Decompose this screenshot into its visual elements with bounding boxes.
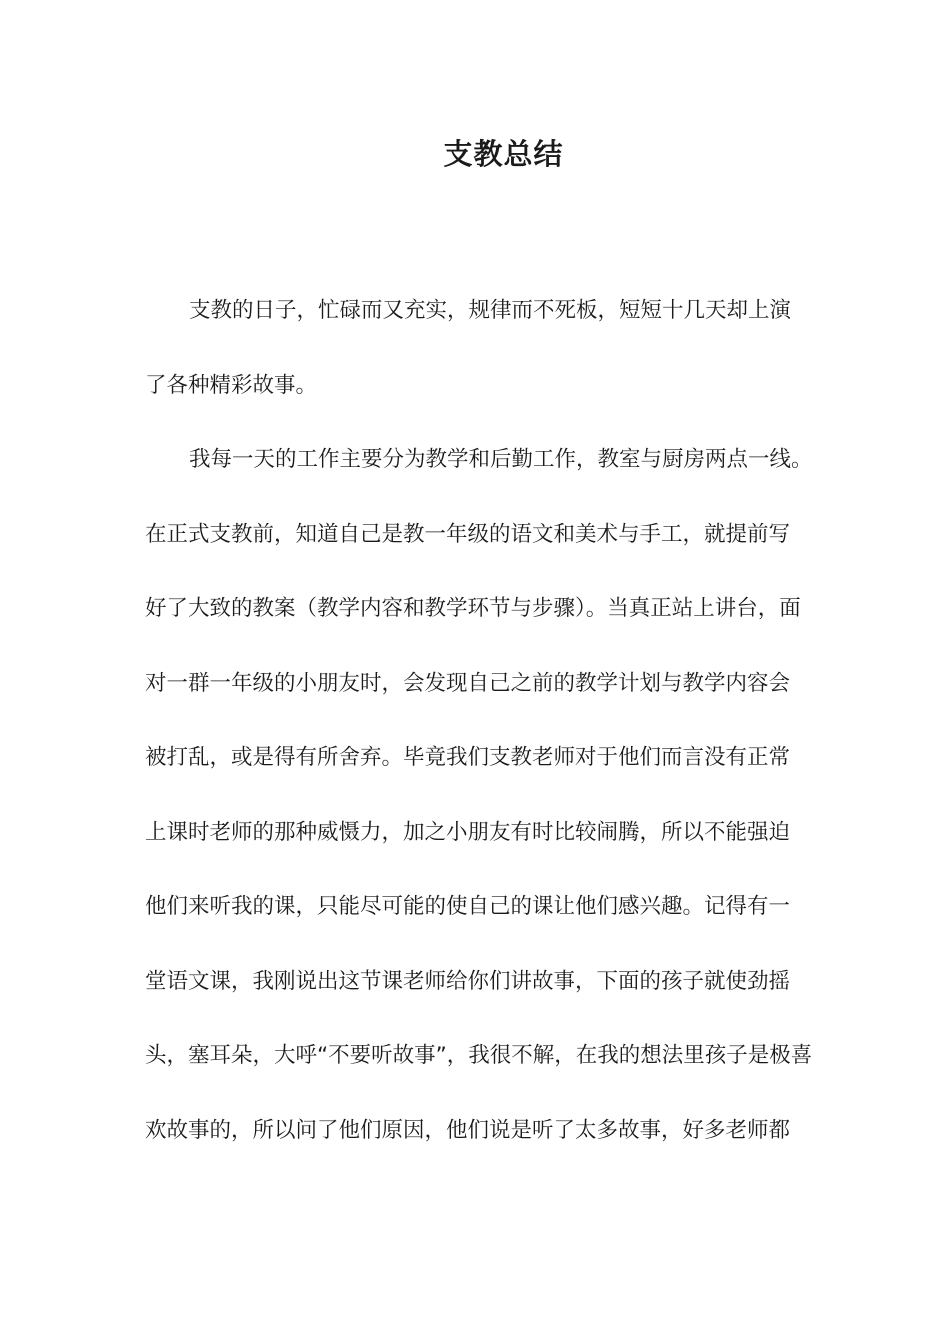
paragraph-line: 支教的日子，忙碌而又充实，规律而不死板，短短十几天却上演 [189, 298, 792, 323]
document-body [145, 291, 815, 1185]
paragraph-line: 欢故事的，所以问了他们原因，他们说是听了太多故事，好多老师都 [145, 1117, 791, 1143]
paragraph-line: 堂语文课，我刚说出这节课老师给你们讲故事，下面的孩子就使劲摇 [145, 968, 791, 994]
paragraph-line: 我每一天的工作主要分为教学和后勤工作，教室与厨房两点一线。 [189, 447, 813, 472]
paragraph-line: 上课时老师的那种威慑力，加之小朋友有时比较闹腾，所以不能强迫 [145, 819, 791, 845]
paragraph-line: 他们来听我的课，只能尽可能的使自己的课让他们感兴趣。记得有一 [145, 894, 791, 919]
paragraph-line: 头，塞耳朵，大呼“不要听故事”，我很不解，在我的想法里孩子是极喜 [145, 1043, 813, 1068]
document-title: 支教总结 [443, 137, 564, 171]
paragraph-line: 好了大致的教案（教学内容和教学环节与步骤）。当真正站上讲台，面 [145, 596, 801, 621]
paragraph-line: 了各种精彩故事。 [145, 372, 318, 398]
paragraph-line: 对一群一年级的小朋友时，会发现自己之前的教学计划与教学内容会 [145, 670, 791, 696]
paragraph-line: 在正式支教前，知道自己是教一年级的语文和美术与手工，就提前写 [145, 521, 791, 547]
paragraph-line: 被打乱，或是得有所舍弃。毕竟我们支教老师对于他们而言没有正常 [145, 745, 791, 770]
